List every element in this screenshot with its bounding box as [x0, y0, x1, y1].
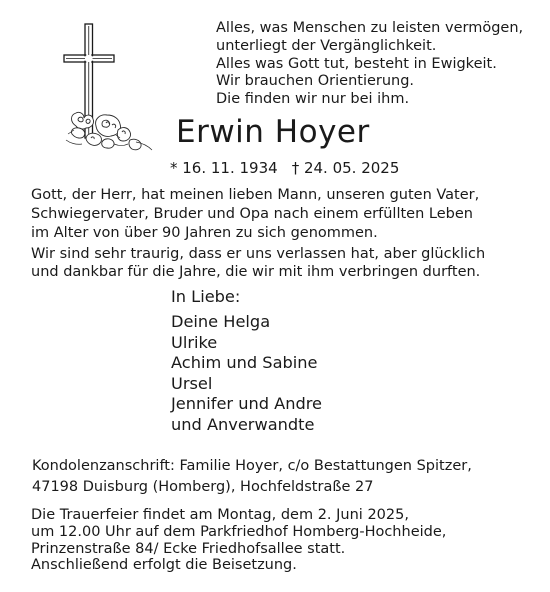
message-line: Schwiegervater, Bruder und Opa nach einem erfüllten Leben [31, 206, 473, 222]
cross-with-roses-icon [56, 22, 166, 160]
message-paragraph-2 [31, 245, 485, 281]
mourner-name: Deine Helga [171, 312, 271, 331]
mourners-list [171, 312, 322, 436]
quote-block [216, 20, 523, 109]
service-line: um 12.00 Uhr auf dem Parkfriedhof Homberg-Hochheide, [31, 523, 447, 540]
mourner-name: Ulrike [171, 332, 218, 352]
quote-line: Wir brauchen Orientierung. [216, 73, 415, 90]
mourner-name: und Anverwandte [171, 414, 315, 434]
message-paragraph-1 [31, 186, 479, 243]
quote-line: Alles was Gott tut, besteht in Ewigkeit. [216, 55, 497, 72]
mourner-name: Jennifer und Andre [171, 394, 323, 414]
message-line: Gott, der Herr, hat meinen lieben Mann, unseren guten Vater, [31, 187, 480, 203]
condolence-address [32, 456, 472, 497]
condolence-line: Kondolenzanschrift: Familie Hoyer, c/o Bestattungen Spitzer, [32, 458, 472, 474]
life-dates [170, 158, 399, 178]
message-line: und dankbar für die Jahre, die wir mit ihm verbringen durften. [31, 264, 481, 280]
service-details [31, 507, 446, 574]
message-line: Wir sind sehr traurig, dass er uns verlassen hat, aber glücklich [31, 246, 486, 262]
service-line: Die Trauerfeier findet am Montag, dem 2. Juni 2025, [31, 507, 409, 523]
death-date: † 24. 05. 2025 [291, 159, 400, 177]
mourners-intro: In Liebe: [171, 287, 241, 306]
deceased-name: Erwin Hoyer [176, 114, 370, 150]
service-line: Anschließend erfolgt die Beisetzung. [31, 557, 297, 574]
message-line: im Alter von über 90 Jahren zu sich genommen. [31, 225, 378, 241]
birth-date: * 16. 11. 1934 [170, 159, 278, 177]
quote-line: Die finden wir nur bei ihm. [216, 91, 410, 108]
quote-line: Alles, was Menschen zu leisten vermögen, [216, 20, 524, 36]
quote-line: unterliegt der Vergänglichkeit. [216, 37, 437, 54]
service-line: Prinzenstraße 84/ Ecke Friedhofsallee statt. [31, 540, 346, 557]
mourner-name: Ursel [171, 373, 213, 393]
mourner-name: Achim und Sabine [171, 353, 318, 373]
condolence-line: 47198 Duisburg (Homberg), Hochfeldstraße 27 [32, 478, 374, 495]
